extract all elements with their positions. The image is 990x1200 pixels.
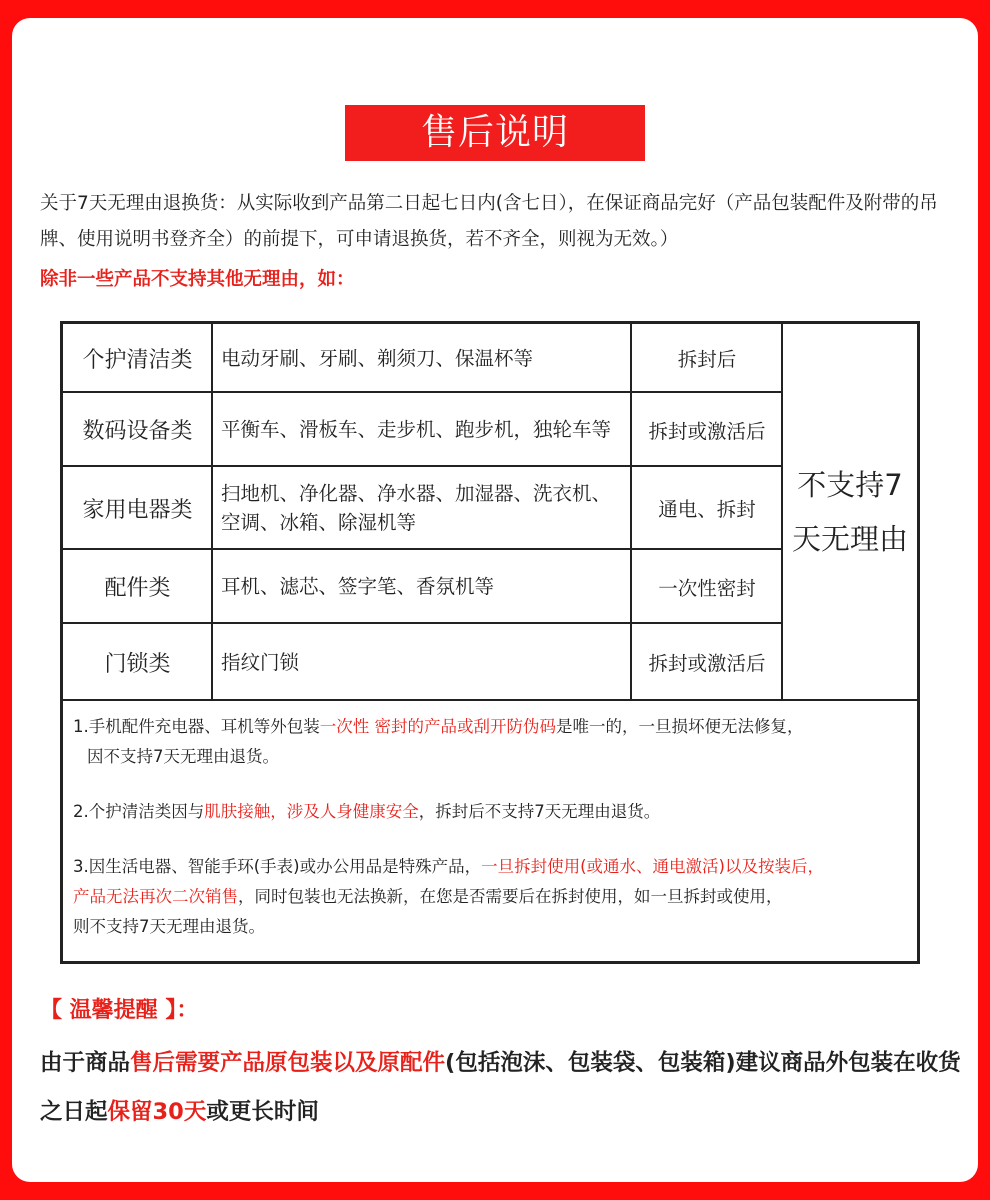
table-row-category: 个护清洁类 [82, 347, 193, 373]
page-title: 售后说明 [345, 105, 645, 161]
table-row-items: 电动牙刷、牙刷、剃须刀、保温杯等 [221, 346, 534, 370]
intro-exception-text: 除非一些产品不支持其他无理由，如： [40, 269, 355, 290]
note-2: 2.个护清洁类因与肌肤接触，涉及人身健康安全，拆封后不支持7天无理由退货。 [73, 802, 661, 821]
table-row-items: 扫地机、净化器、净水器、加湿器、洗衣机、空调、冰箱、除湿机等 [221, 482, 612, 534]
table-row-category: 配件类 [104, 576, 171, 601]
table-row-items: 指纹门锁 [221, 650, 300, 674]
table-notes [73, 712, 903, 967]
table-row-items: 平衡车、滑板车、走步机、跑步机，独轮车等 [221, 418, 612, 441]
table-row-condition: 拆封或激活后 [648, 419, 766, 443]
table-row-category: 门锁类 [104, 651, 171, 677]
table-row-condition: 一次性密封 [658, 576, 756, 600]
table-row-condition: 通电、拆封 [658, 498, 756, 521]
table-row-condition: 拆封或激活后 [648, 652, 766, 675]
note-1: 1.手机配件充电器、耳机等外包装一次性 密封的产品或刮开防伪码是唯一的，一旦损坏便无法修复， 因不支持7天无理由退货。 [73, 717, 804, 766]
reminder-text: 由于商品售后需要产品原包装以及原配件(包括泡沫、包装袋、包装箱)建议商品外包装在收货之日起保留30天或更长时间 [40, 1050, 961, 1125]
exceptions-table [60, 321, 920, 964]
intro-text: 关于7天无理由退换货：从实际收到产品第二日起七日内(含七日），在保证商品完好（产品包装配件及附带的吊牌、使用说明书登齐全）的前提下，可申请退换货，若不齐全，则视为无效。） [40, 193, 938, 250]
reminder-heading: 【 温馨提醒 】： [40, 998, 199, 1023]
table-row-category: 家用电器类 [82, 497, 193, 523]
table-row-items: 耳机、滤芯、签字笔、香氛机等 [221, 575, 495, 598]
table-verdict: 不支持7天无理由 [791, 468, 908, 556]
table-row-category: 数码设备类 [82, 419, 193, 444]
content-card [12, 18, 978, 1182]
table-row-condition: 拆封后 [677, 348, 737, 371]
note-3: 3.因生活电器、智能手环(手表)或办公用品是特殊产品，一旦拆封使用(或通水、通电激活)以及按装后， 产品无法再次二次销售，同时包装也无法换新，在您是否需要后在拆封使用，如一旦拆封或使用， 则不支持7天无理由退货。 [73, 857, 824, 936]
